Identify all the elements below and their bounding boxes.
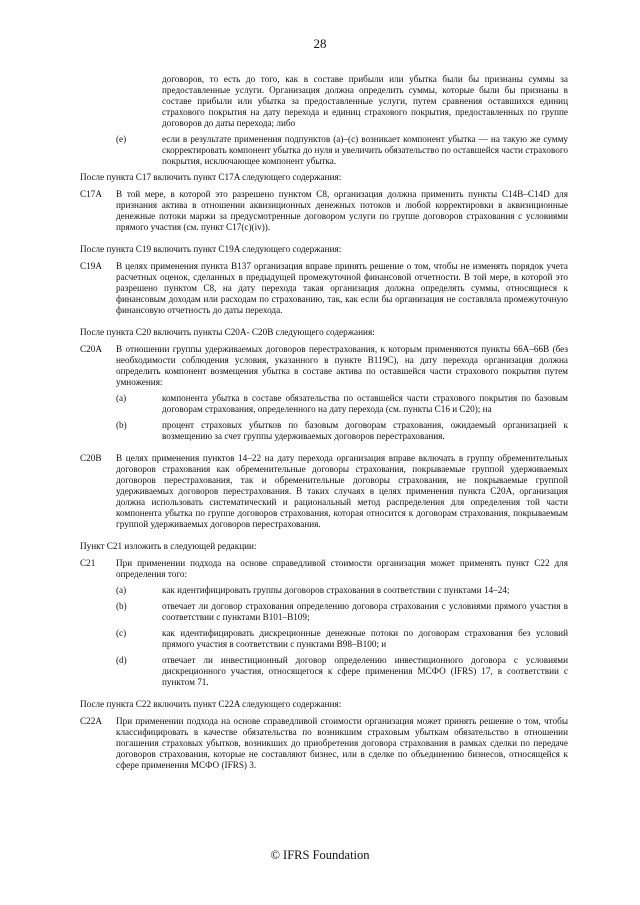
sub-item-text: процент страховых убытков по базовым договорам страхования, ожидаемый организацией к возмещению за счет группы удерживаемых договоров перестрахования. xyxy=(162,420,568,441)
page-number: 28 xyxy=(313,36,327,51)
sub-item-text: отвечает ли инвестиционный договор определению инвестиционного договора с условиями дискреционного участия, относящегося к сфере применения МСФО (IFRS) 17, в соответствии с пунктом 71. xyxy=(162,655,568,687)
item-e-text: если в результате применения подпунктов (a)–(c) возникает компонент убытка — на такую же сумму скорректировать компонент убытка до нуля и увеличить обязательство по оставшейся части страхового покрытия, исключающее компонент убытка. xyxy=(162,134,568,166)
paragraph-c22a xyxy=(80,716,568,776)
item-e-label: (e) xyxy=(116,134,127,144)
sub-item-label: (b) xyxy=(116,420,127,430)
paragraph-label: C19A xyxy=(80,261,102,271)
instruction-c19: После пункта C19 включить пункт C19A следующего содержания: xyxy=(80,244,342,254)
sub-item-text: компонента убытка в составе обязательства по оставшейся части страхового покрытия по базовым договорам страхования, определенного на дату перехода (см. пункты C16 и C20); на xyxy=(162,393,568,414)
paragraph-c19a xyxy=(80,261,568,321)
paragraph-text: В целях применения пункта B137 организация вправе принять решение о том, чтобы не изменять порядок учета расчетных оценок, сделанных в предыдущей промежуточной финансовой отчетности. В той мере, в которой это разрешено пунктом C8, на дату перехода такая организация должна определять суммы, относящиеся к финансовым доходам или расходам по страхованию, так, как если бы организация не составляла промежуточную финансовую отчетность до даты перехода. xyxy=(116,261,568,315)
paragraph-label: C17A xyxy=(80,189,102,199)
instruction-c21: Пункт C21 изложить в следующей редакции: xyxy=(80,541,257,551)
sub-item-a xyxy=(116,585,568,596)
continuation-text: договоров, то есть до того, как в составе прибыли или убытка были бы признаны суммы за предоставленные услуги. Организация должна определить суммы, которые были бы признаны в составе прибыли или убытка за предоставленные услуги, путем сравнения оставшихся единиц страхового покрытия на дату перехода и единиц страхового покрытия, предоставленных по группе договоров до даты перехода; либо xyxy=(162,74,568,128)
paragraph-c21 xyxy=(80,558,568,693)
paragraph-label: C21 xyxy=(80,558,96,568)
paragraph-label: C20A xyxy=(80,344,102,354)
paragraph-c20b xyxy=(80,453,568,535)
document-body xyxy=(80,74,568,782)
sub-item-text: отвечает ли договор страхования определению договора страхования с условиями прямого участия в соответствии с пунктами B101–B109; xyxy=(162,601,568,622)
sub-item-text: как идентифицировать дискреционные денежные потоки по договорам страхования без условий прямого участия в соответствии с пунктами B98–B100; и xyxy=(162,628,568,649)
sub-item-c xyxy=(116,628,568,650)
paragraph-text: В целях применения пунктов 14–22 на дату перехода организация вправе включать в группу обременительных договоров страхования как обременительные договоры страхования, покрываемые группой удерживаемых договоров перестрахования, так и обременительные договоры страхования, не покрываемые группой удерживаемых договоров перестрахования. В таких случаях в целях применения пункта C20A, организация должна использовать систематический и рациональный метод распределения для определения той части компонента убытка по группе договоров страхования, которая относится к договорам страхования, покрываемым группой удерживаемых договоров перестрахования. xyxy=(116,453,568,529)
sub-item-label: (a) xyxy=(116,393,127,403)
sub-item-label: (d) xyxy=(116,655,127,665)
paragraph-c20a xyxy=(80,344,568,447)
paragraph-text: При применении подхода на основе справедливой стоимости организация может принять решение о том, чтобы классифицировать в качестве обязательства по возникшим страховым убыткам обязательство в отношении погашения страховых убытков, возникших до приобретения договора страхования в рамках сделки по передаче договоров страхования, которые не составляют бизнес, или в сделке по объединению бизнесов, относящейся к сфере применения МСФО (IFRS) 3. xyxy=(116,716,568,770)
instruction-c22: После пункта C22 включить пункт C22A следующего содержания: xyxy=(80,699,342,709)
paragraph-text: В отношении группы удерживаемых договоров перестрахования, к которым применяются пункты 66A–66B (без необходимости соблюдения условия, указанного в пункте B119C), на дату перехода организация должна определить компонент возмещения убытка в составе актива по оставшейся части страхового покрытия путем умножения: xyxy=(116,344,568,387)
sub-item-b xyxy=(116,420,568,442)
paragraph-label: C22A xyxy=(80,716,102,726)
paragraph-label: C20B xyxy=(80,453,102,463)
item-e xyxy=(116,134,568,167)
instruction-c17: После пункта C17 включить пункт C17A следующего содержания: xyxy=(80,172,342,182)
paragraph-c17a xyxy=(80,189,568,238)
paragraph-text: В той мере, в которой это разрешено пунктом C8, организация должна применить пункты C14B–C14D для признания актива в отношении аквизиционных денежных потоков и любой корректировки в аквизиционные денежные потоки маржи за предусмотренные договором услуги по группе договоров страхования с условиями прямого участия (см. пункт C17(c)(iv)). xyxy=(116,189,568,232)
paragraph-text: При применении подхода на основе справедливой стоимости организация может применять пункт C22 для определения того: xyxy=(116,558,568,579)
sub-item-text: как идентифицировать группы договоров страхования в соответствии с пунктами 14–24; xyxy=(162,585,510,595)
sub-item-label: (a) xyxy=(116,585,127,595)
sub-item-a xyxy=(116,393,568,415)
sub-item-label: (b) xyxy=(116,601,127,611)
instruction-c20: После пункта C20 включить пункты C20A- C20B следующего содержания: xyxy=(80,327,375,337)
sub-item-b xyxy=(116,601,568,623)
sub-item-d xyxy=(116,655,568,688)
footer-copyright: © IFRS Foundation xyxy=(270,848,370,862)
sub-item-label: (c) xyxy=(116,628,127,638)
